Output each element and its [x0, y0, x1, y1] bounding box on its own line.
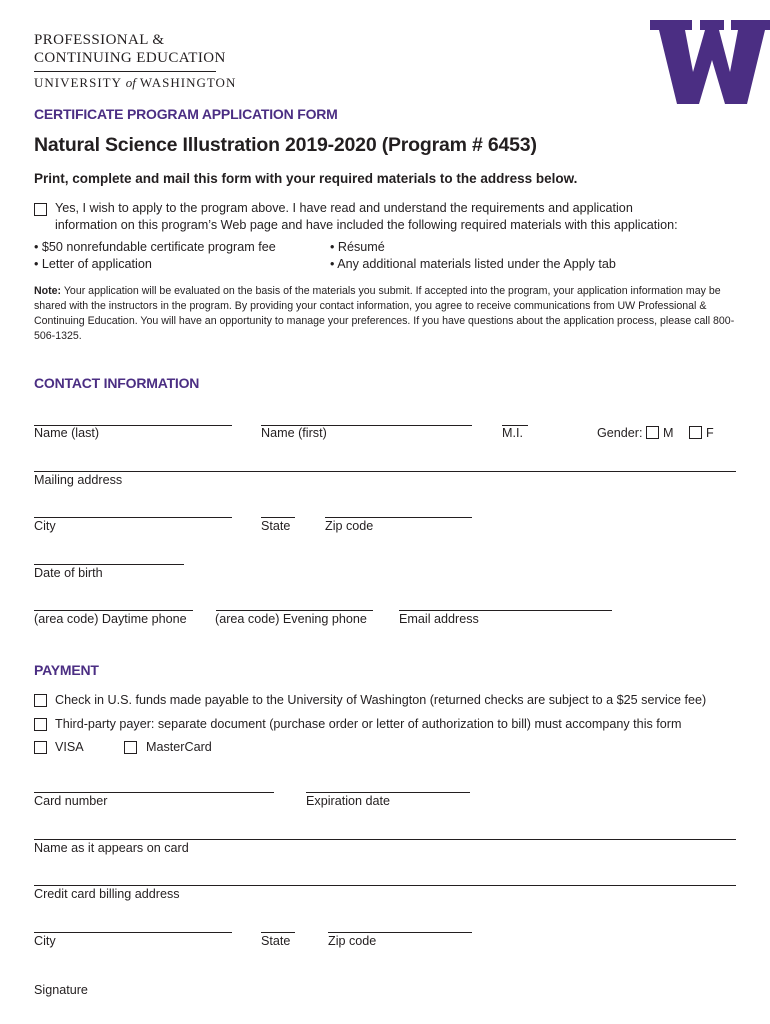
expiration-date-label: Expiration date — [306, 794, 391, 808]
billing-state-input[interactable] — [261, 932, 295, 933]
evening-phone-label: (area code) Evening phone — [215, 612, 367, 626]
billing-address-input[interactable] — [34, 885, 736, 886]
zip-code-input[interactable] — [325, 517, 472, 518]
state-label: State — [261, 519, 291, 533]
agreement-checkbox[interactable] — [34, 203, 47, 216]
zip-code-label: Zip code — [325, 519, 374, 533]
org-name-line1: PROFESSIONAL & — [34, 32, 165, 48]
billing-zip-label: Zip code — [328, 934, 377, 948]
header-divider — [34, 71, 216, 72]
name-on-card-input[interactable] — [34, 839, 736, 840]
page-title: Natural Science Illustration 2019-2020 (Program # 6453) — [34, 134, 537, 156]
gender-female-checkbox[interactable] — [689, 426, 702, 439]
third-party-payer-label: Third-party payer: separate document (purchase order or letter of authorization to bill) must accompany this form — [55, 717, 682, 731]
mailing-address-input[interactable] — [34, 471, 736, 472]
email-label: Email address — [399, 612, 479, 626]
note-text: Your application will be evaluated on the basis of the materials you submit. If accepted into the program, your application information may be shared with the instructors in the program. By providing your contact information, you agree to receive communications from UW Professional & Continuing Education. You will have an opportunity to manage your preferences. If you have questions about the application process, please call 800-506-1325. — [34, 285, 735, 342]
billing-city-label: City — [34, 934, 56, 948]
requirement-item: • Résumé — [330, 240, 385, 254]
mailing-address-label: Mailing address — [34, 473, 123, 487]
gender-female-label: F — [706, 426, 714, 440]
check-payment-checkbox[interactable] — [34, 694, 47, 707]
signature-label: Signature — [34, 983, 88, 997]
card-number-input[interactable] — [34, 792, 274, 793]
city-input[interactable] — [34, 517, 232, 518]
billing-state-label: State — [261, 934, 291, 948]
requirement-item: • Letter of application — [34, 257, 152, 271]
gender-label: Gender: — [597, 426, 643, 440]
date-of-birth-label: Date of birth — [34, 566, 103, 580]
note-paragraph — [34, 284, 736, 344]
instruction-text: Print, complete and mail this form with your required materials to the address below. — [34, 171, 578, 186]
billing-zip-input[interactable] — [328, 932, 472, 933]
org-name-line2: CONTINUING EDUCATION — [34, 50, 226, 66]
expiration-date-input[interactable] — [306, 792, 470, 793]
form-type-heading: CERTIFICATE PROGRAM APPLICATION FORM — [34, 106, 338, 122]
note-label: Note: — [34, 285, 62, 297]
daytime-phone-input[interactable] — [34, 610, 193, 611]
requirement-item: • Any additional materials listed under the Apply tab — [330, 257, 616, 271]
name-last-label: Name (last) — [34, 426, 100, 440]
city-label: City — [34, 519, 56, 533]
payment-section-heading: PAYMENT — [34, 662, 99, 678]
daytime-phone-label: (area code) Daytime phone — [34, 612, 187, 626]
date-of-birth-input[interactable] — [34, 564, 184, 565]
gender-male-label: M — [663, 426, 674, 440]
agreement-text: Yes, I wish to apply to the program above. I have read and understand the requirements and application information on this program’s Web page and have included the following required materials with this application: — [55, 201, 678, 232]
visa-label: VISA — [55, 740, 84, 754]
name-first-label: Name (first) — [261, 426, 327, 440]
mastercard-checkbox[interactable] — [124, 741, 137, 754]
visa-checkbox[interactable] — [34, 741, 47, 754]
evening-phone-input[interactable] — [216, 610, 373, 611]
third-party-payer-checkbox[interactable] — [34, 718, 47, 731]
card-number-label: Card number — [34, 794, 108, 808]
university-name: UNIVERSITY of WASHINGTON — [34, 75, 237, 90]
state-input[interactable] — [261, 517, 295, 518]
middle-initial-label: M.I. — [502, 426, 523, 440]
name-on-card-label: Name as it appears on card — [34, 841, 189, 855]
uw-w-logo-icon — [650, 20, 770, 104]
billing-address-label: Credit card billing address — [34, 887, 180, 901]
gender-male-checkbox[interactable] — [646, 426, 659, 439]
contact-section-heading: CONTACT INFORMATION — [34, 375, 200, 391]
billing-city-input[interactable] — [34, 932, 232, 933]
mastercard-label: MasterCard — [146, 740, 212, 754]
check-payment-label: Check in U.S. funds made payable to the University of Washington (returned checks are subject to a $25 service fee) — [55, 693, 707, 707]
requirement-item: • $50 nonrefundable certificate program fee — [34, 240, 276, 254]
email-input[interactable] — [399, 610, 612, 611]
